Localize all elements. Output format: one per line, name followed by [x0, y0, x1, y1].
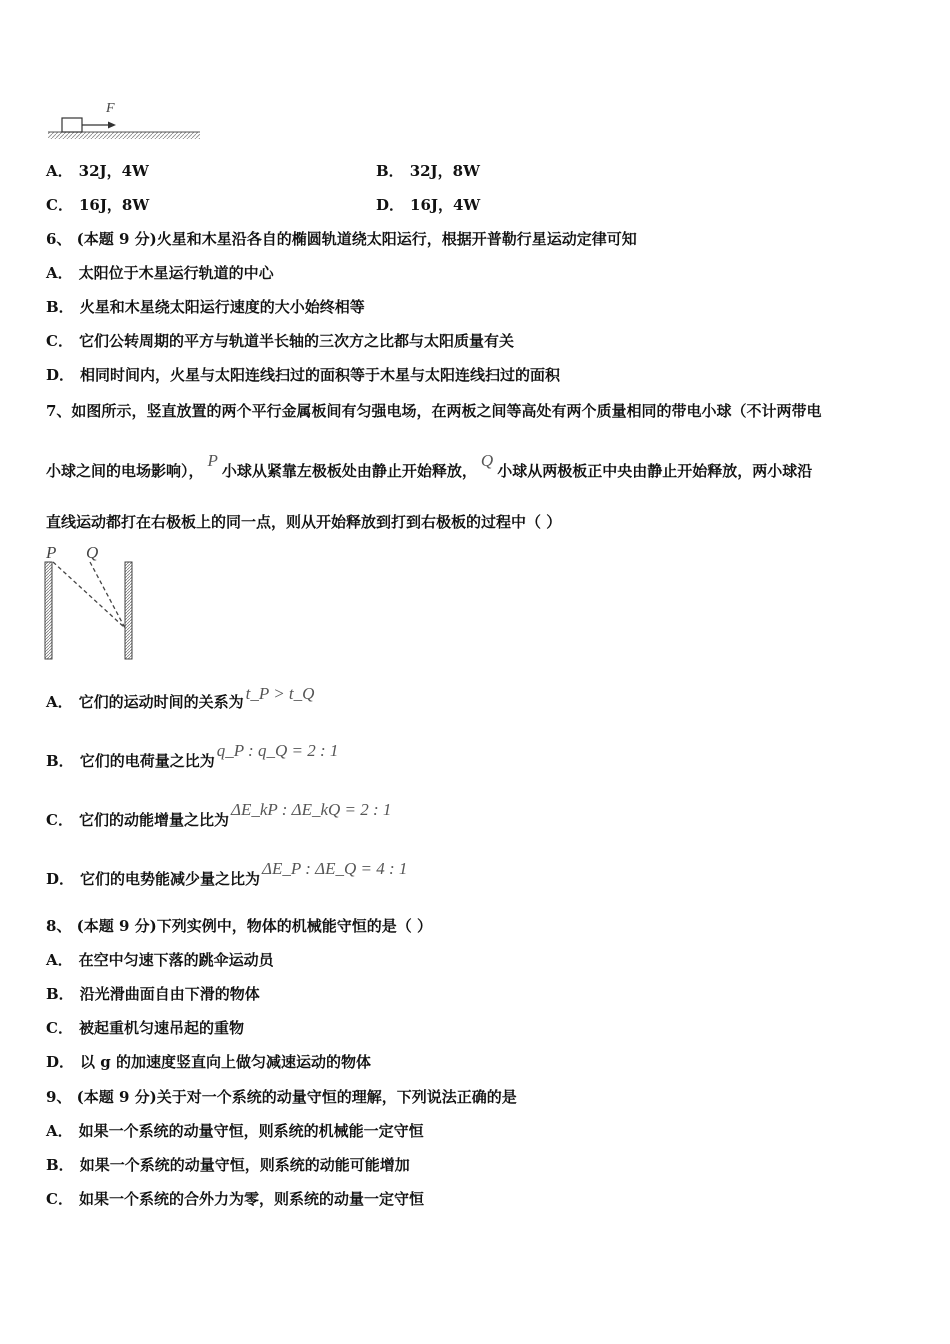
- q6-option-a: A． 太阳位于木星运行轨道的中心: [46, 264, 274, 282]
- q7-stem-line3: 直线运动都打在右极板上的同一点，则从开始释放到打到右极板的过程中（ ）: [46, 513, 562, 531]
- q5-option-a: A． 32J，4W: [46, 162, 149, 180]
- ground: [48, 132, 200, 139]
- left-plate: [45, 562, 52, 659]
- q8-option-c: C． 被起重机匀速吊起的重物: [46, 1019, 244, 1037]
- q7-b-formula: q_P : q_Q = 2 : 1: [216, 741, 339, 760]
- block: [62, 118, 82, 132]
- q7-stem-line1: 7、如图所示，竖直放置的两个平行金属板间有匀强电场，在两板之间等高处有两个质量相同的带电小球（不计两带电: [46, 402, 822, 420]
- q7-option-b: B． 它们的电荷量之比为q_P : q_Q = 2 : 1: [46, 741, 339, 770]
- q9-option-a: A． 如果一个系统的动量守恒，则系统的机械能一定守恒: [46, 1122, 424, 1140]
- q7-option-c: C． 它们的动能增量之比为ΔE_kP : ΔE_kQ = 2 : 1: [46, 800, 392, 829]
- q9-option-c: C． 如果一个系统的合外力为零，则系统的动量一定守恒: [46, 1190, 424, 1208]
- q6-stem: 6、 (本题 9 分)火星和木星沿各自的椭圆轨道绕太阳运行，根据开普勒行星运动定律可知: [46, 230, 637, 248]
- parallel-plates-figure: [40, 540, 150, 664]
- q9-option-b: B． 如果一个系统的动量守恒，则系统的动能可能增加: [46, 1156, 410, 1174]
- q6-option-d: D． 相同时间内，火星与太阳连线扫过的面积等于木星与太阳连线扫过的面积: [46, 366, 561, 384]
- q6-option-b: B． 火星和木星绕太阳运行速度的大小始终相等: [46, 298, 365, 316]
- q8-option-d: D． 以 g 的加速度竖直向上做匀减速运动的物体: [46, 1053, 371, 1071]
- q5-option-c: C． 16J，8W: [46, 196, 150, 214]
- block-force-figure: [44, 98, 204, 144]
- q9-stem: 9、 (本题 9 分)关于对一个系统的动量守恒的理解，下列说法正确的是: [46, 1088, 517, 1106]
- q5-option-d: D． 16J，4W: [376, 196, 481, 214]
- force-label: F: [106, 101, 115, 116]
- q7-option-d: D． 它们的电势能减少量之比为ΔE_P : ΔE_Q = 4 : 1: [46, 859, 408, 888]
- q7-option-a: A． 它们的运动时间的关系为 t_P > t_Q: [46, 684, 315, 711]
- fig-label-q: Q: [86, 543, 99, 562]
- path-q: [90, 562, 125, 628]
- q8-option-a: A． 在空中匀速下落的跳伞运动员: [46, 951, 274, 969]
- q6-option-c: C． 它们公转周期的平方与轨道半长轴的三次方之比都与太阳质量有关: [46, 332, 514, 350]
- fig-label-p: P: [46, 543, 57, 562]
- q-symbol: Q: [480, 451, 494, 470]
- q8-stem: 8、 (本题 9 分)下列实例中，物体的机械能守恒的是（ ）: [46, 917, 432, 935]
- path-p: [53, 562, 125, 628]
- q7-stem-line2: 小球之间的电场影响），P小球从紧靠左极板处由静止开始释放，Q小球从两极板正中央由静止开始释放，两小球沿: [46, 451, 813, 480]
- q8-option-b: B． 沿光滑曲面自由下滑的物体: [46, 985, 260, 1003]
- q5-option-b: B． 32J，8W: [376, 162, 480, 180]
- q7-d-formula: ΔE_P : ΔE_Q = 4 : 1: [262, 859, 408, 878]
- q7-a-formula: t_P > t_Q: [245, 684, 315, 703]
- q7-c-formula: ΔE_kP : ΔE_kQ = 2 : 1: [230, 800, 392, 819]
- right-plate: [125, 562, 132, 659]
- p-symbol: P: [207, 451, 218, 470]
